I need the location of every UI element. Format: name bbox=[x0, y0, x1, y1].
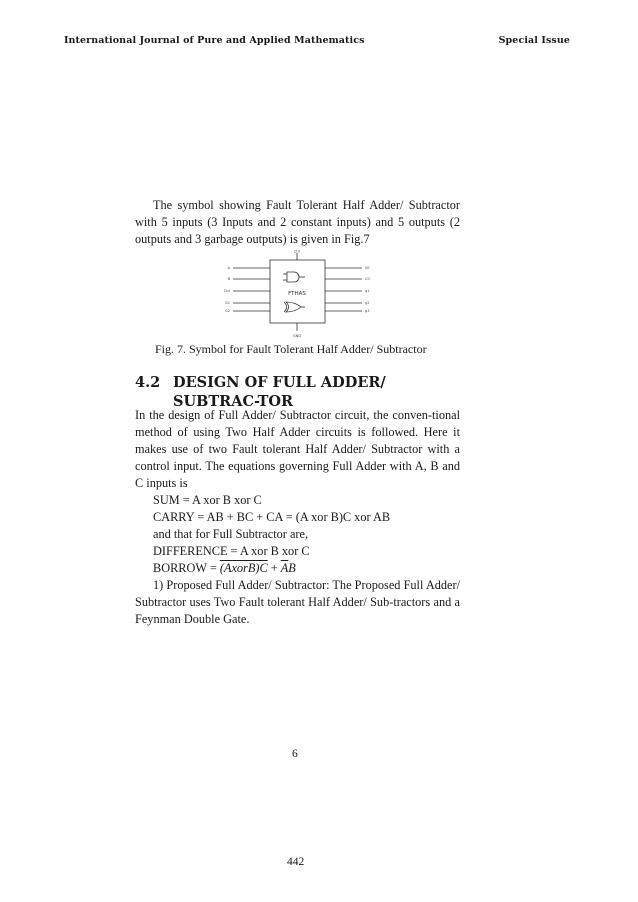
output-label: S0 bbox=[365, 266, 370, 270]
issue-label: Special Issue bbox=[498, 35, 570, 46]
input-label: B bbox=[227, 277, 230, 281]
fthas-symbol-figure bbox=[215, 250, 375, 340]
output-label: g2 bbox=[365, 301, 370, 305]
inner-page-number: 6 bbox=[292, 748, 298, 760]
body-text bbox=[135, 407, 460, 628]
output-label: g3 bbox=[365, 309, 370, 313]
borrow-equation bbox=[135, 560, 460, 577]
fthas-block-diagram bbox=[215, 250, 375, 340]
borrow-prefix: BORROW = bbox=[153, 561, 220, 575]
borrow-term1: (AxorB)C bbox=[219, 561, 268, 575]
section-title: DESIGN OF FULL ADDER/ SUBTRAC-TOR bbox=[173, 374, 386, 410]
carry-equation: CARRY = AB + BC + CA = (A xor B)C xor AB bbox=[153, 510, 391, 524]
intro-paragraph: The symbol showing Fault Tolerant Half Adder/ Subtractor with 5 inputs (3 Inputs and 2 constant inputs) and 5 outputs (2 outputs and 3 garbage outputs) is given in Fig.7 bbox=[135, 198, 460, 246]
output-label: C0 bbox=[365, 277, 370, 281]
borrow-term2-rest: B bbox=[288, 561, 296, 575]
section-number: 4.2 bbox=[135, 374, 161, 391]
block-label: FTHAS bbox=[288, 291, 306, 297]
difference-equation: DIFFERENCE = A xor B xor C bbox=[153, 544, 310, 558]
outer-page-number: 442 bbox=[287, 856, 305, 868]
input-label: A bbox=[227, 266, 230, 270]
top-label: Ctrl bbox=[293, 250, 301, 254]
borrow-plus: + bbox=[267, 561, 281, 575]
borrow-term2-bar: $\overline{A}$ bbox=[280, 561, 289, 575]
input-label: G1 bbox=[225, 301, 230, 305]
figure-caption: Fig. 7. Symbol for Fault Tolerant Half Adder/ Subtractor bbox=[155, 342, 427, 356]
proposed-paragraph: 1) Proposed Full Adder/ Subtractor: The Proposed Full Adder/ Subtractor uses Two Fault tolerant Half Adder/ Sub-tractors and a Feynman Double Gate. bbox=[135, 578, 460, 626]
journal-title: International Journal of Pure and Applied Mathematics bbox=[64, 35, 365, 46]
body-paragraph: In the design of Full Adder/ Subtractor circuit, the conven-tional method of using Two Half Adder circuits is followed. Here it makes use of two Fault tolerant Half Adder/ Subtractor with a control input. The equations governing Full Adder with A, B and C inputs is bbox=[135, 408, 460, 490]
subtractor-intro: and that for Full Subtractor are, bbox=[153, 527, 309, 541]
input-label: G2 bbox=[225, 309, 230, 313]
bottom-label: GND bbox=[292, 334, 302, 338]
input-label: Ctrl bbox=[223, 289, 230, 293]
sum-equation: SUM = A xor B xor C bbox=[153, 493, 262, 507]
output-label: g1 bbox=[365, 289, 370, 293]
